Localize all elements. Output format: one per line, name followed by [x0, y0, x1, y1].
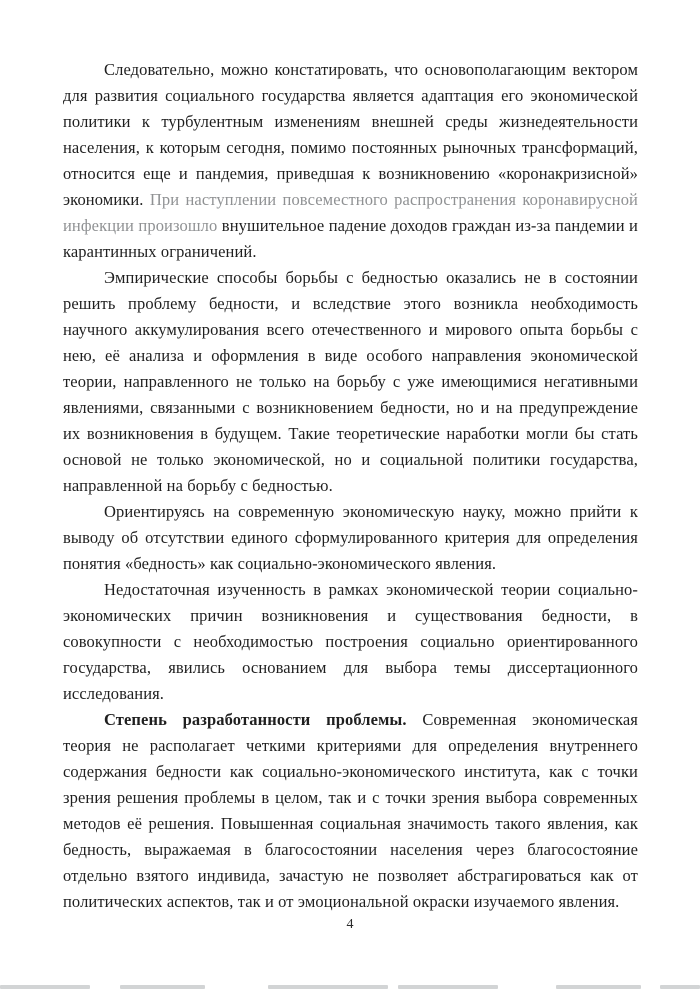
paragraph-criteria — [63, 499, 638, 577]
bold-lead-text: Степень разработанности проблемы. — [104, 710, 407, 729]
text-run: внушительное падение доходов граждан из-за пандемии и карантинных ограничений. — [63, 216, 638, 261]
text-run: Эмпирические способы борьбы с бедностью оказались не в состоянии решить проблему бедности, и вследствие этого возникла необходимость научного аккумулирования всего отечественного и мирового опыта борьбы с нею, её анализа и оформления в виде особого направления экономической теории, направленного не только на борьбу с уже имеющимися негативными явлениями, связанными с возникновением бедности, но и на предупреждение их возникновения в будущем. Такие теоретические наработки могли бы стать основой не только экономической, но и социальной политики государства, направленной на борьбу с бедностью. — [63, 268, 638, 495]
scan-artifact — [660, 985, 700, 989]
scan-artifact-strip — [0, 983, 700, 990]
document-content — [63, 57, 638, 915]
text-run: Недостаточная изученность в рамках экономической теории социально-экономических причин возникновения и существования бедности, в совокупности с необходимостью построения социально ориентированного государства, явились основанием для выбора темы диссертационного исследования. — [63, 580, 638, 703]
text-run: Ориентируясь на современную экономическую науку, можно прийти к выводу об отсутствии единого сформулированного критерия для определения понятия «бедность» как социально-экономического явления. — [63, 502, 638, 573]
paragraph-problem-elaboration — [63, 707, 638, 915]
paragraph-intro — [63, 57, 638, 265]
muted-text-run: При наступлении повсеместного распространения коронавирусной инфекции произошло — [63, 190, 638, 235]
scan-artifact — [268, 985, 388, 989]
scan-artifact — [0, 985, 90, 989]
text-run: Современная экономическая теория не располагает четкими критериями для определения внутреннего содержания бедности как социально-экономического института, как с точки зрения решения проблемы в целом, так и с точки зрения выбора современных методов её решения. Повышенная социальная значимость такого явления, как бедность, выражаемая в благосостоянии населения через благосостояние отдельно взятого индивида, зачастую не позволяет абстрагироваться как от политических аспектов, так и от эмоциональной окраски изучаемого явления. — [63, 710, 638, 911]
scan-artifact — [556, 985, 641, 989]
text-run: Следовательно, можно констатировать, что основополагающим вектором для развития социального государства является адаптация его экономической политики к турбулентным изменениям внешней среды жизнедеятельности населения, к которым сегодня, помимо постоянных рыночных трансформаций, относится еще и пандемия, приведшая к возникновению «коронакризисной» экономики. — [63, 60, 638, 209]
scan-artifact — [120, 985, 205, 989]
paragraph-empirical — [63, 265, 638, 499]
scan-artifact — [398, 985, 498, 989]
paragraph-motivation — [63, 577, 638, 707]
page-number: 4 — [346, 917, 354, 932]
